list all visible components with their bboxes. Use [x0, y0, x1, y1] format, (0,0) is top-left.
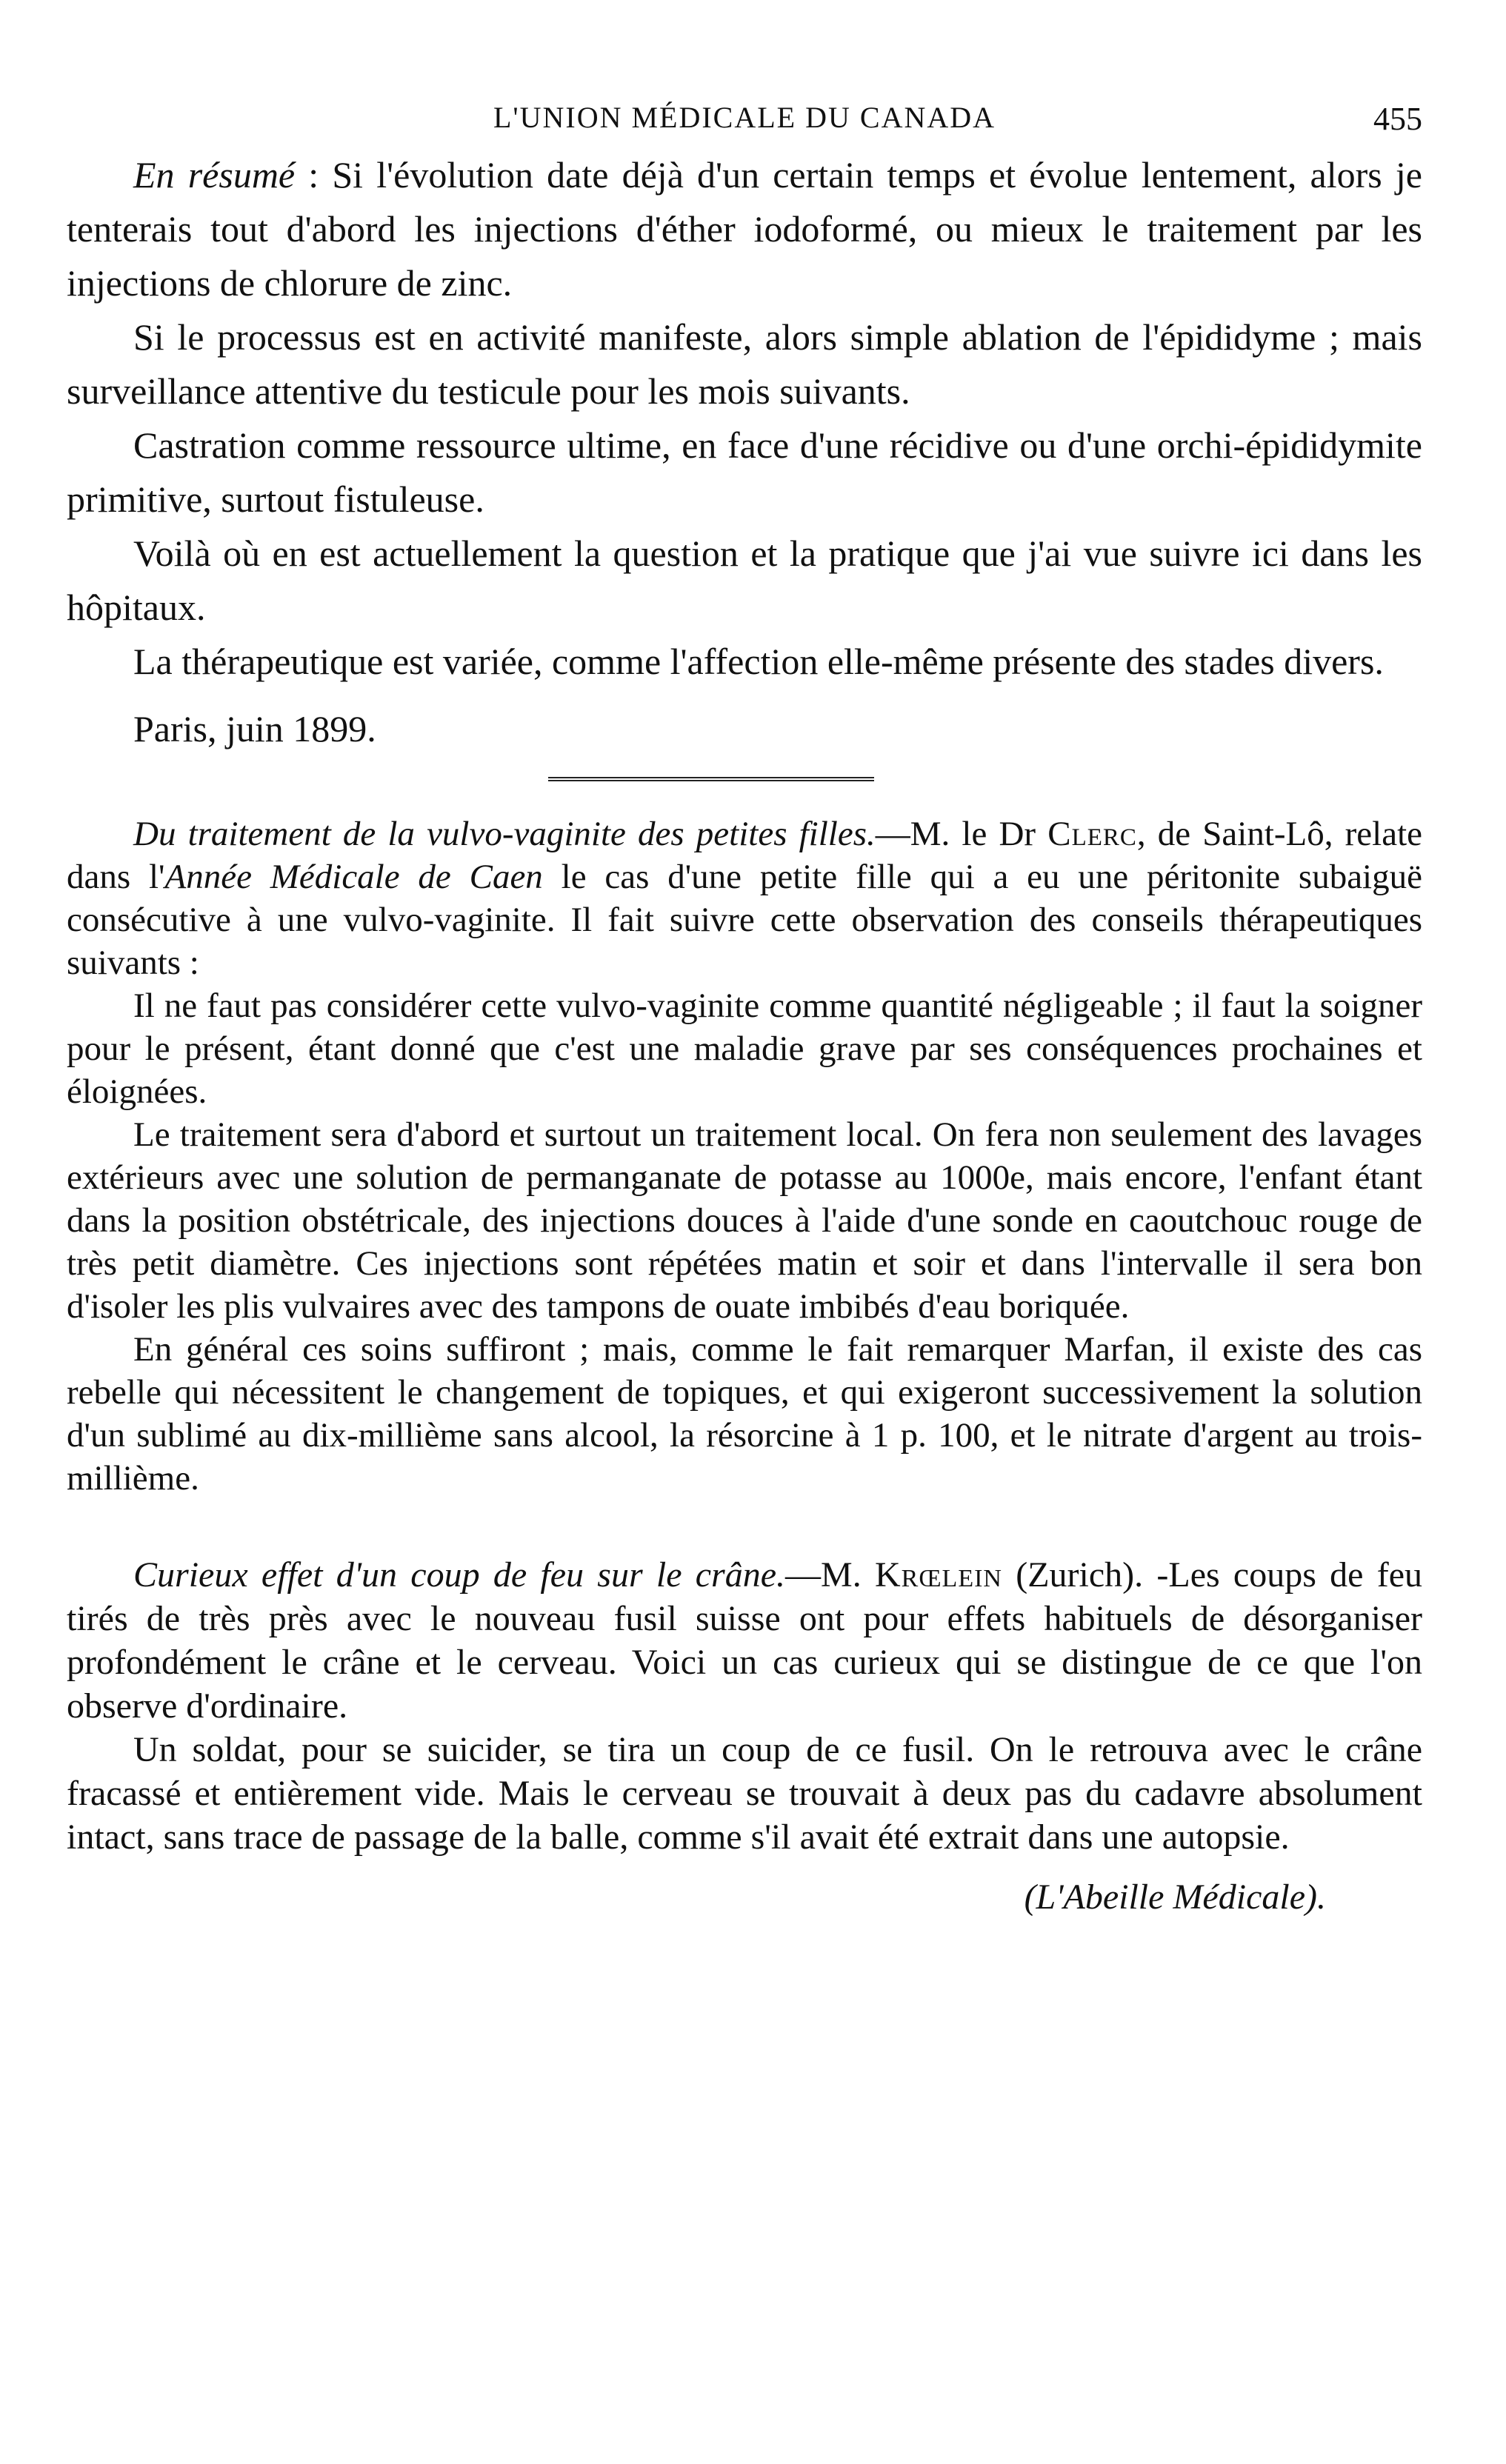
- paragraph: Si le processus est en activité manifeste, alors simple ablation de l'épididyme ; mais surveillance attentive du testicule pour les mois suivants.: [67, 316, 1422, 412]
- paragraph: La thérapeutique est variée, comme l'affection elle-même présente des stades divers.: [133, 641, 1384, 682]
- section-divider: [548, 777, 874, 781]
- source-citation: (L'Abeille Médicale).: [1024, 1877, 1326, 1917]
- paragraph-text: , de Saint-Lô, relate dans l': [67, 815, 1422, 896]
- section-lead: Curieux effet d'un coup de feu sur le crâne.: [133, 1555, 786, 1595]
- page: [67, 89, 1422, 1917]
- section-lead: Du traitement de la vulvo-vaginite des petites filles.: [133, 815, 876, 853]
- page-number: 455: [1373, 101, 1422, 137]
- paragraph: [67, 1553, 1422, 1728]
- section-coup-de-feu: [67, 1553, 1422, 1917]
- journal-name: Année Médicale de Caen: [164, 858, 543, 896]
- page-header: [67, 89, 1422, 148]
- paragraph: Il ne faut pas considérer cette vulvo-vaginite comme quantité négligeable ; il faut la soigner pour le présent, étant donné que c'est une maladie grave par ses conséquences prochaines et éloignées.: [67, 986, 1422, 1111]
- paragraph-text: —M. le Dr: [875, 815, 1048, 853]
- paragraph: [67, 812, 1422, 984]
- paragraph-text: le cas d'une petite fille qui a eu une péritonite subaiguë consécutive à une vulvo-vaginite. Il fait suivre cette observation des conseils thérapeutiques suivants :: [67, 858, 1422, 982]
- paragraph: Voilà où en est actuellement la question et la pratique que j'ai vue suivre ici dans les hôpitaux.: [67, 532, 1422, 628]
- author-name: Clerc: [1047, 815, 1137, 853]
- paragraph: [67, 148, 1422, 310]
- paragraph: Castration comme ressource ultime, en face d'une récidive ou d'une orchi-épididymite primitive, surtout fistuleuse.: [67, 424, 1422, 520]
- paragraph-text: (Zurich). -Les coups de feu tirés de très près avec le nouveau fusil suisse ont pour effets habituels de désorganiser profondément le crâne et le cerveau. Voici un cas curieux qui se distingue de ce que l'on observe d'ordinaire.: [67, 1555, 1423, 1726]
- running-title: L'UNION MÉDICALE DU CANADA: [493, 101, 996, 134]
- author-name: Krœlein: [874, 1555, 1002, 1595]
- paragraph-text: —M.: [785, 1555, 875, 1595]
- date-line: Paris, juin 1899.: [133, 708, 376, 749]
- section-lead: En résumé: [133, 154, 296, 196]
- paragraph: Un soldat, pour se suicider, se tira un coup de ce fusil. On le retrouva avec le crâne fracassé et entièrement vide. Mais le cerveau se trouvait à deux pas du cadavre absolument intact, sans trace de passage de la balle, comme s'il avait été extrait dans une autopsie.: [67, 1730, 1422, 1857]
- paragraph: Le traitement sera d'abord et surtout un traitement local. On fera non seulement des lavages extérieurs avec une solution de permanganate de potasse au 1000e, mais encore, l'enfant étant dans la position obstétricale, des injections douces à l'aide d'une sonde en caoutchouc rouge de très petit diamètre. Ces injections sont répétées matin et soir et dans l'intervalle il sera bon d'isoler les plis vulvaires avec des tampons de ouate imbibés d'eau boriquée.: [67, 1115, 1422, 1326]
- section-vulvo-vaginite: [67, 812, 1422, 1500]
- section-resume: [67, 148, 1422, 756]
- paragraph-text: : Si l'évolution date déjà d'un certain temps et évolue lentement, alors je tenterais tout d'abord les injections d'éther iodoformé, ou mieux le traitement par les injections de chlorure de zinc.: [67, 154, 1422, 304]
- paragraph: En général ces soins suffiront ; mais, comme le fait remarquer Marfan, il existe des cas rebelle qui nécessitent le changement de topiques, et qui exigeront successivement la solution d'un sublimé au dix-millième sans alcool, la résorcine à 1 p. 100, et le nitrate d'argent au trois-millième.: [67, 1330, 1422, 1498]
